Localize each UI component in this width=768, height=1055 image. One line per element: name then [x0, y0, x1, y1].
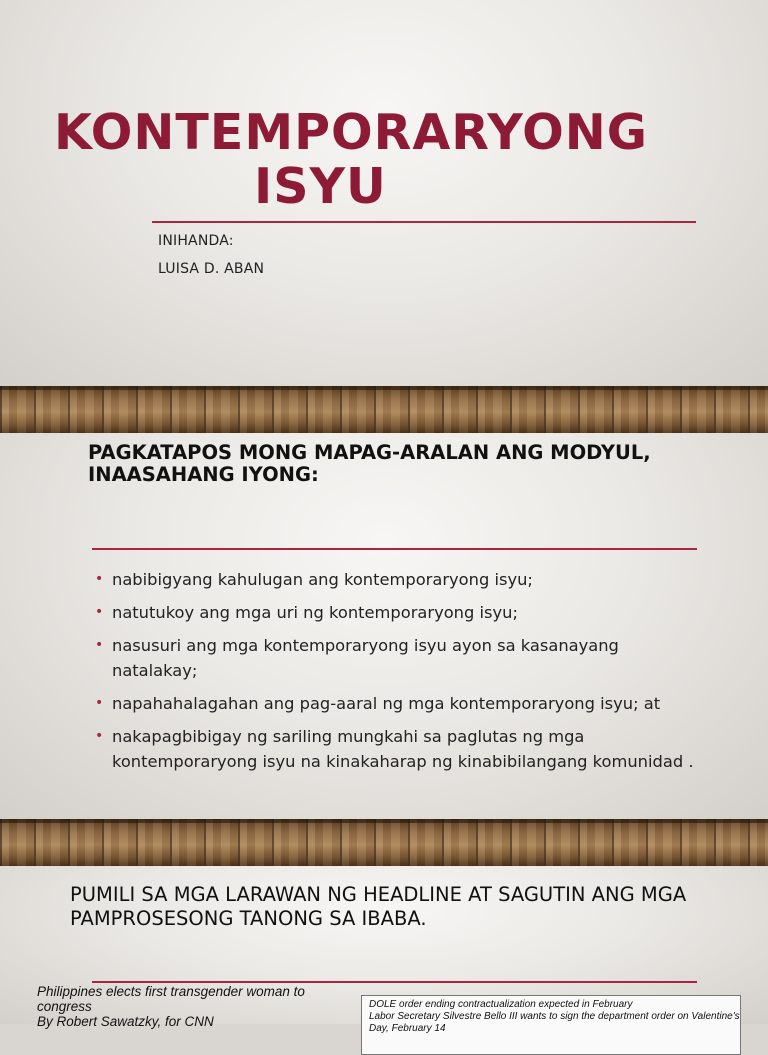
bullet-icon: •	[95, 728, 104, 744]
list-item: • natutukoy ang mga uri ng kontemporaryong isyu;	[95, 600, 695, 625]
headline-image-right	[361, 995, 741, 1055]
right-subline: Labor Secretary Silvestre Bello III wants to sign the department order on Valentine's	[369, 1011, 740, 1022]
bullet-icon: •	[95, 637, 104, 653]
wood-floor-divider	[0, 386, 768, 433]
list-item: • nabibigyang kahulugan ang kontemporaryong isyu;	[95, 567, 695, 592]
title-line-1: KONTEMPORARYONG	[54, 104, 648, 161]
list-item: • nasusuri ang mga kontemporaryong isyu ayon sa kasanayang natalakay;	[95, 633, 695, 683]
headline-activity-slide	[0, 866, 768, 1034]
objectives-slide	[0, 433, 768, 819]
bullet-icon: •	[95, 604, 104, 620]
list-item: • napahahalagahan ang pag-aaral ng mga kontemporaryong isyu; at	[95, 691, 695, 716]
objectives-divider	[92, 548, 697, 550]
activity-heading: PUMILI SA MGA LARAWAN NG HEADLINE AT SAGUTIN ANG MGA PAMPROSESONG TANONG SA IBABA.	[70, 883, 687, 930]
left-byline: By Robert Sawatzky, for CNN	[37, 1014, 214, 1029]
right-line-3: Day, February 14	[369, 1023, 446, 1034]
headline-image-left	[37, 984, 347, 1029]
title-divider	[152, 221, 696, 223]
title-slide	[0, 0, 768, 386]
left-headline: Philippines elects first transgender woman to congress	[37, 984, 305, 1014]
slide-title	[54, 106, 654, 214]
activity-divider	[92, 981, 697, 983]
list-item: • nakapagbibigay ng sariling mungkahi sa paglutas ng mga kontemporaryong isyu na kinakaharap ng kinabibilangang komunidad .	[95, 724, 695, 774]
bullet-icon: •	[95, 571, 104, 587]
wood-floor-divider	[0, 819, 768, 866]
objectives-heading: PAGKATAPOS MONG MAPAG-ARALAN ANG MODYUL, INAASAHANG IYONG:	[88, 441, 651, 486]
title-line-2: ISYU	[254, 158, 387, 215]
objectives-list	[95, 567, 695, 782]
bullet-icon: •	[95, 695, 104, 711]
author-name: LUISA D. ABAN	[158, 261, 265, 277]
right-headline: DOLE order ending contractualization expected in February	[369, 999, 633, 1010]
prepared-by-label: INIHANDA:	[158, 233, 234, 249]
